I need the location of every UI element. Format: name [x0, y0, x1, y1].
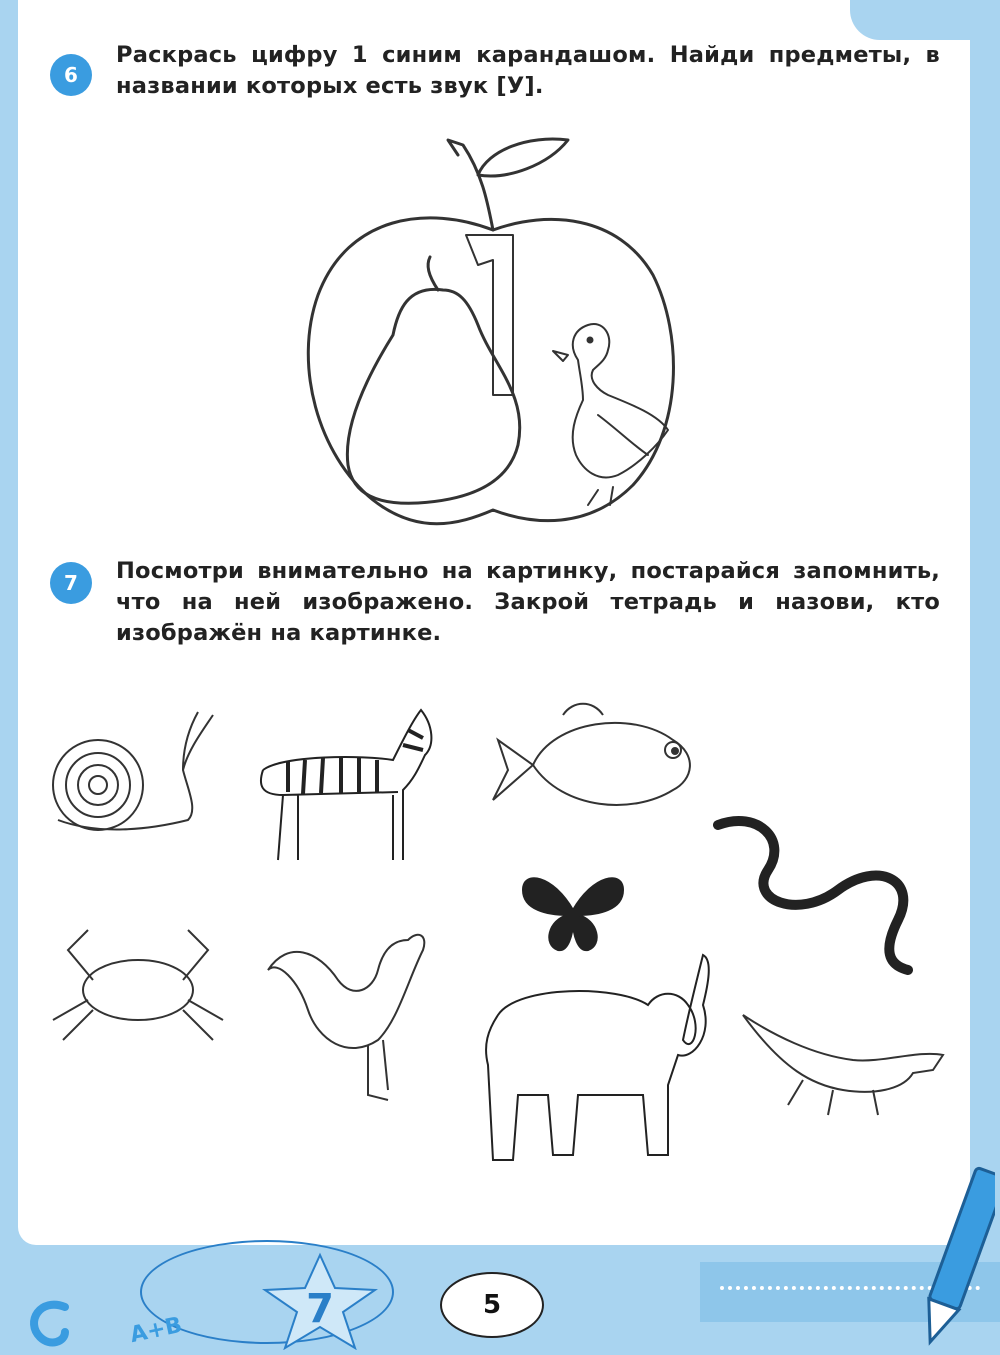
crab-icon [38, 910, 238, 1050]
workbook-page [18, 0, 970, 1245]
footer-badge: А+В [127, 1312, 185, 1349]
task-number-badge: 7 [50, 562, 92, 604]
apple-pear-duck-illustration [288, 125, 708, 530]
fish-icon [483, 695, 713, 825]
zebra-icon [243, 700, 443, 870]
apple-icon [308, 139, 673, 524]
curl-decoration [20, 1292, 80, 1352]
elephant-icon [458, 945, 728, 1175]
task-7 [50, 556, 940, 649]
star-digit: 7 [306, 1286, 334, 1332]
task-number-badge: 6 [50, 54, 92, 96]
crocodile-icon [733, 995, 953, 1125]
task-instruction: Раскрась цифру 1 синим карандашом. Найди предметы, в названии которых есть звук [У]. [116, 42, 940, 99]
page-number: 5 [440, 1272, 544, 1338]
corner-decoration [850, 0, 970, 40]
duck-icon [553, 324, 668, 505]
task-6 [50, 40, 940, 102]
pencil-icon [925, 1162, 995, 1352]
rooster-icon [258, 910, 438, 1110]
star-icon [255, 1250, 385, 1350]
snake-icon [698, 800, 928, 980]
snail-icon [38, 700, 218, 840]
task-instruction: Посмотри внимательно на картинку, постарайся запомнить, что на ней изображено. Закрой тетрадь и назови, кто изображён на картинке. [116, 558, 940, 646]
